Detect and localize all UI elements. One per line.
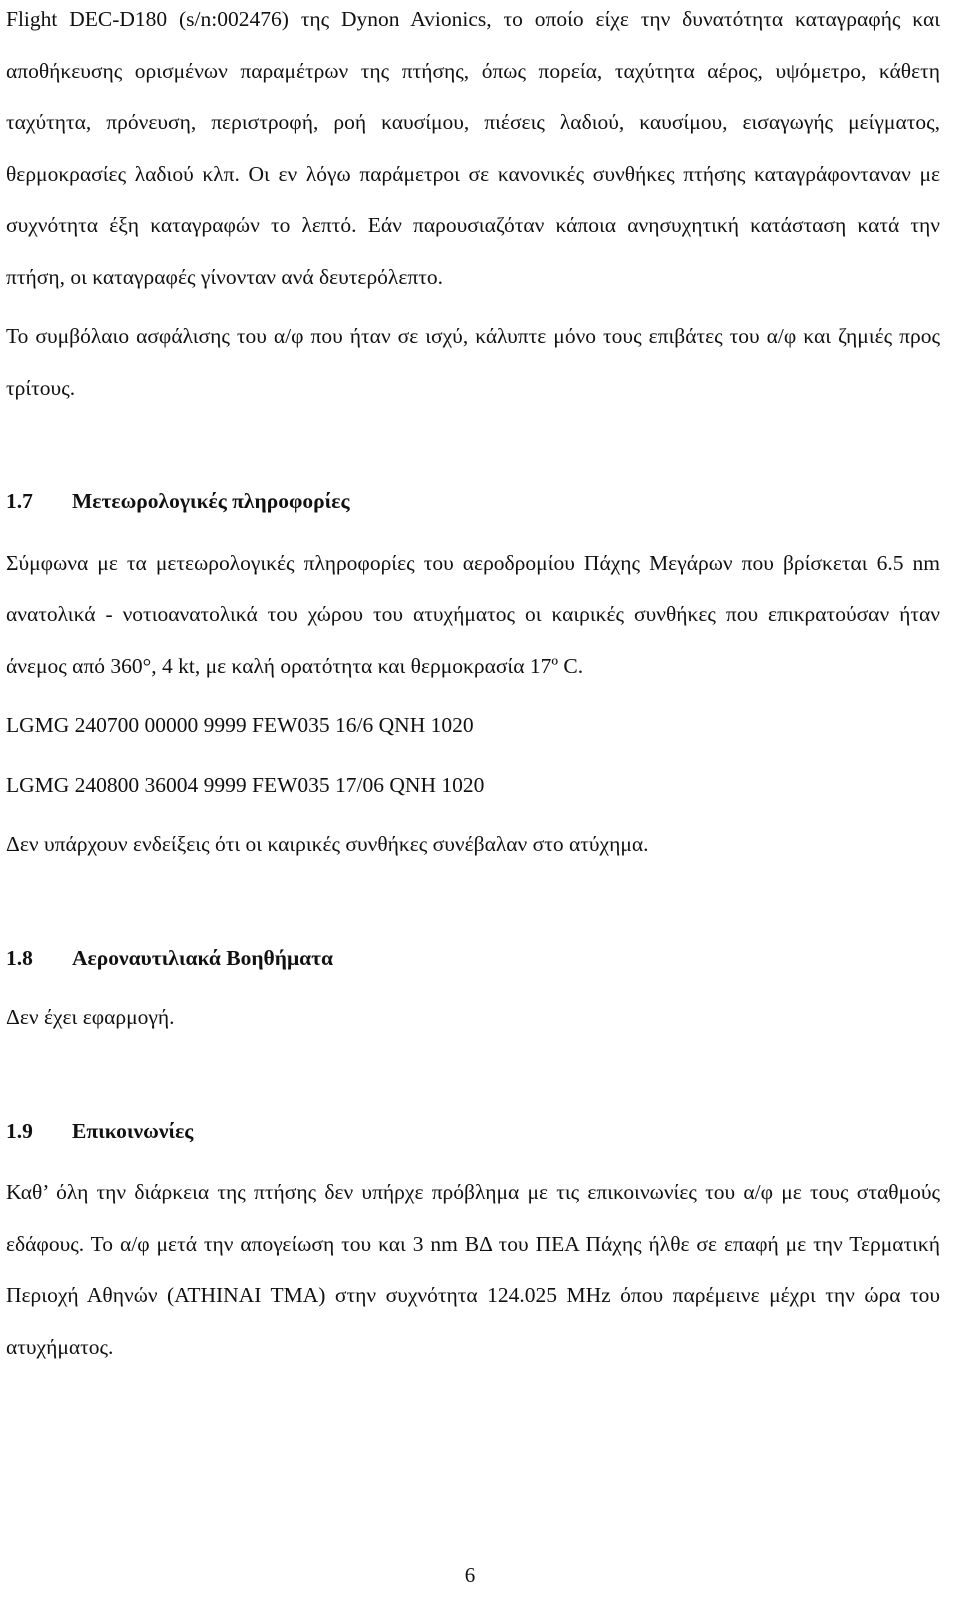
section-title: Αεροναυτιλιακά Βοηθήματα <box>72 945 334 970</box>
metar-line-2: LGMG 240800 36004 9999 FEW035 17/06 QNH 1020 <box>6 772 485 797</box>
section-title: Μετεωρολογικές πληροφορίες <box>72 489 350 513</box>
communications-paragraph: Καθ’ όλη την διάρκεια της πτήσης δεν υπήρχε πρόβλημα με τις επικοινωνίες του α/φ με τους σταθμούς εδάφους. Το α/φ μετά την απογείωση του και 3 nm ΒΔ του ΠΕΑ Πάχης ήλθε σε επαφή με την Τερματική Περιοχή Αθηνών (ATHINAI TMA) στην συχνότητα 124.025 MHz όπου παρέμεινε μέχρι την ώρα του ατυχήματος. <box>6 1180 940 1359</box>
section-number: 1.9 <box>6 1118 33 1143</box>
weather-conclusion: Δεν υπάρχουν ενδείξεις ότι οι καιρικές συνθήκες συνέβαλαν στο ατύχημα. <box>6 832 649 856</box>
section-number: 1.8 <box>6 945 33 970</box>
intro-paragraph-1: Flight DEC-D180 (s/n:002476) της Dynon Avionics, το οποίο είχε την δυνατότητα καταγραφής και αποθήκευσης ορισμένων παραμέτρων της πτήσης, όπως πορεία, ταχύτητα αέρος, υψόμετρο, κάθετη ταχύτητα, πρόνευση, περιστροφή, ροή καυσίμου, πιέσεις λαδιού, καυσίμου, εισαγωγής μείγματος, θερμοκρασίες λαδιού κλπ. Οι εν λόγω παράμετροι σε κανονικές συνθήκες πτήσης καταγράφονταναν με συχνότητα έξη καταγραφών το λεπτό. Εάν παρουσιαζόταν κάποια ανησυχητική κατάσταση κατά την πτήση, οι καταγραφές γίνονταν ανά δευτερόλεπτο. <box>6 7 940 289</box>
page-number: 6 <box>464 1563 476 1587</box>
document-page <box>6 0 940 1373</box>
section-number: 1.7 <box>6 489 33 513</box>
navaids-paragraph: Δεν έχει εφαρμογή. <box>6 1005 175 1029</box>
metar-line-1: LGMG 240700 00000 9999 FEW035 16/6 QNH 1020 <box>6 713 474 737</box>
section-title: Επικοινωνίες <box>72 1118 194 1143</box>
section-1-9-heading <box>6 1106 940 1158</box>
intro-paragraph-2: Το συμβόλαιο ασφάλισης του α/φ που ήταν σε ισχύ, κάλυπτε μόνο τους επιβάτες του α/φ και ζημιές προς τρίτους. <box>6 324 940 400</box>
weather-paragraph: Σύμφωνα με τα μετεωρολογικές πληροφορίες του αεροδρομίου Πάχης Μεγάρων που βρίσκεται 6.5 nm ανατολικά - νοτιοανατολικά του χώρου του ατυχήματος οι καιρικές συνθήκες που επικρατούσαν ήταν άνεμος από 360°, 4 kt, με καλή ορατότητα και θερμοκρασία 17º C. <box>6 550 940 678</box>
section-1-8-heading <box>6 933 940 985</box>
section-1-7-heading <box>6 476 940 528</box>
